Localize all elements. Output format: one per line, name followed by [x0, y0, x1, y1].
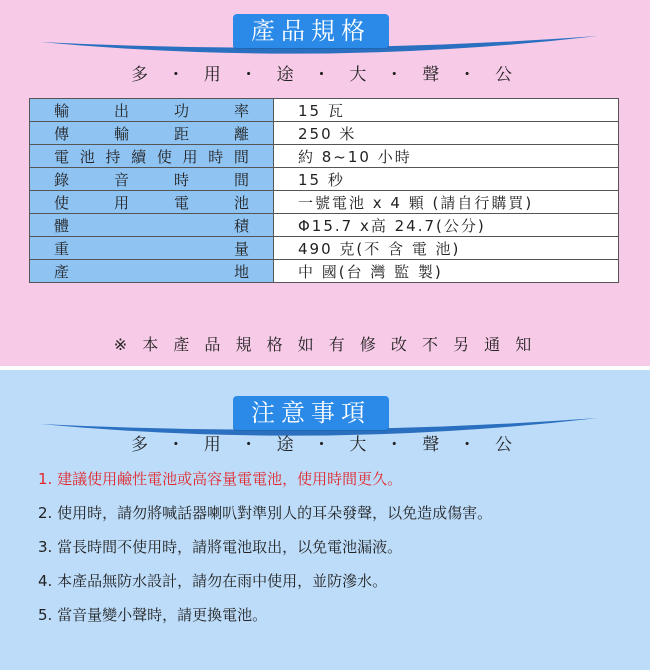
spec-label: 錄 音 時 間 [30, 168, 274, 191]
list-item: 5. 當音量變小聲時，請更換電池。 [38, 606, 268, 624]
spec-value: 15 瓦 [274, 99, 619, 122]
notes-title: 注意事項 [233, 396, 389, 430]
spec-label: 電 池 持 續 使 用 時 間 [30, 145, 274, 168]
table-row [30, 145, 619, 168]
spec-label: 輸 出 功 率 [30, 99, 274, 122]
list-item: 4. 本產品無防水設計，請勿在雨中使用，並防滲水。 [38, 572, 388, 590]
table-row [30, 168, 619, 191]
spec-label: 產 地 [30, 260, 274, 283]
spec-label: 使 用 電 池 [30, 191, 274, 214]
table-row [30, 191, 619, 214]
list-item: 3. 當長時間不使用時，請將電池取出，以免電池漏液。 [38, 538, 403, 556]
spec-value: Φ15.7 x高 24.7(公分) [274, 214, 619, 237]
spec-title: 產品規格 [233, 14, 389, 48]
table-row [30, 122, 619, 145]
table-row [30, 237, 619, 260]
spec-header [0, 6, 650, 58]
table-row [30, 260, 619, 283]
spec-label: 傳 輸 距 離 [30, 122, 274, 145]
spec-label: 體 積 [30, 214, 274, 237]
table-row [30, 99, 619, 122]
spec-value: 中 國(台 灣 監 製) [274, 260, 619, 283]
spec-subtitle: 多 ・ 用 ・ 途 ・ 大 ・ 聲 ・ 公 [130, 65, 520, 85]
spec-value: 490 克(不 含 電 池) [274, 237, 619, 260]
spec-value: 一號電池 x 4 顆 (請自行購買) [274, 191, 619, 214]
list-item: 2. 使用時，請勿將喊話器喇叭對準別人的耳朵發聲，以免造成傷害。 [38, 504, 493, 522]
spec-footnote: ※ 本 產 品 規 格 如 有 修 改 不 另 通 知 [113, 335, 537, 354]
spec-value: 約 8~10 小時 [274, 145, 619, 168]
spec-value: 250 米 [274, 122, 619, 145]
list-item: 1. 建議使用鹼性電池或高容量電電池，使用時間更久。 [38, 470, 403, 488]
spec-label: 重 量 [30, 237, 274, 260]
notes-subtitle: 多 ・ 用 ・ 途 ・ 大 ・ 聲 ・ 公 [130, 435, 520, 455]
table-row [30, 214, 619, 237]
notes-list [38, 470, 492, 640]
spec-table [29, 98, 619, 283]
spec-value: 15 秒 [274, 168, 619, 191]
